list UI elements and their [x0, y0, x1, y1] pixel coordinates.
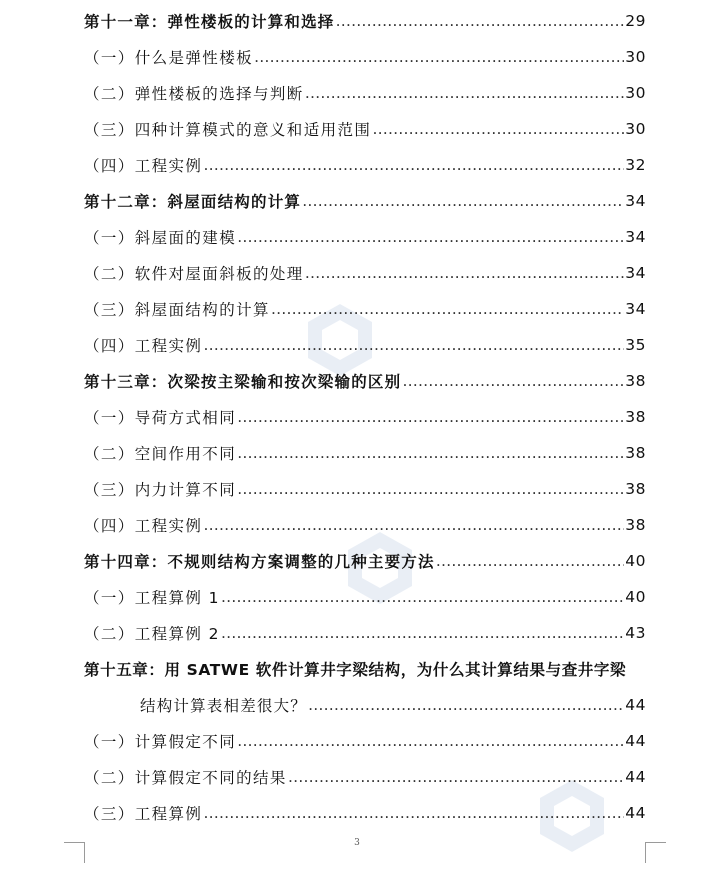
toc-entry-chapter-12[interactable]: [84, 190, 646, 212]
dot-leader: [271, 300, 624, 318]
dot-leader: [254, 48, 624, 66]
toc-entry-page: 44: [625, 768, 646, 786]
toc-entry-title: 第十五章：用 SATWE 软件计算井字梁结构，为什么其计算结果与查井字梁: [84, 661, 627, 679]
toc-entry[interactable]: [84, 730, 646, 752]
dot-leader: [203, 804, 624, 822]
toc-entry-title: （一）什么是弹性楼板: [84, 49, 254, 67]
toc-entry[interactable]: [84, 622, 646, 644]
toc-entry-page: 30: [625, 120, 646, 138]
dot-leader: [302, 192, 624, 210]
toc-entry-title: （二）计算假定不同的结果: [84, 769, 287, 787]
toc-entry-chapter-15-continued[interactable]: [140, 694, 646, 716]
toc-entry[interactable]: [84, 586, 646, 608]
toc-entry[interactable]: [84, 514, 646, 536]
toc-entry[interactable]: [84, 262, 646, 284]
toc-entry-page: 38: [625, 516, 646, 534]
toc-entry-title: （三）斜屋面结构的计算: [84, 301, 270, 319]
toc-entry-title: （三）工程算例: [84, 805, 203, 823]
toc-entry-title: （二）空间作用不同: [84, 445, 237, 463]
toc-entry-page: 43: [625, 624, 646, 642]
toc-entry-title: （三）内力计算不同: [84, 481, 237, 499]
toc-entry-title: （四）工程实例: [84, 337, 203, 355]
dot-leader: [203, 156, 624, 174]
toc-entry-title: 结构计算表相差很大？: [140, 697, 308, 715]
dot-leader: [237, 408, 624, 426]
toc-entry-page: 38: [625, 408, 646, 426]
toc-entry-title: （一）导荷方式相同: [84, 409, 237, 427]
toc-entry-chapter-15[interactable]: [84, 658, 646, 680]
toc-entry-page: 44: [625, 696, 646, 714]
dot-leader: [221, 588, 624, 606]
toc-entry[interactable]: [84, 46, 646, 68]
toc-entry-page: 34: [625, 228, 646, 246]
toc-entry-title: （二）弹性楼板的选择与判断: [84, 85, 304, 103]
toc-entry[interactable]: [84, 298, 646, 320]
dot-leader: [221, 624, 624, 642]
toc-entry-page: 30: [625, 84, 646, 102]
dot-leader: [237, 228, 624, 246]
toc-entry-page: 30: [625, 48, 646, 66]
toc-entry-page: 38: [625, 444, 646, 462]
dot-leader: [372, 120, 624, 138]
toc-entry-chapter-13[interactable]: [84, 370, 646, 392]
dot-leader: [288, 768, 624, 786]
toc-entry-page: 35: [625, 336, 646, 354]
toc-entry[interactable]: [84, 118, 646, 140]
dot-leader: [203, 336, 624, 354]
page-number: 3: [354, 838, 360, 848]
dot-leader: [237, 480, 624, 498]
toc-entry-title: （一）计算假定不同: [84, 733, 237, 751]
toc-entry-title: （一）斜屋面的建模: [84, 229, 237, 247]
toc-entry-title: （二）软件对屋面斜板的处理: [84, 265, 304, 283]
toc-entry[interactable]: [84, 478, 646, 500]
toc-entry-page: 40: [625, 552, 646, 570]
dot-leader: [305, 84, 625, 102]
dot-leader: [336, 12, 625, 30]
toc-entry[interactable]: [84, 406, 646, 428]
toc-entry[interactable]: [84, 802, 646, 824]
toc-entry-title: 第十一章：弹性楼板的计算和选择: [84, 13, 335, 31]
toc-entry[interactable]: [84, 766, 646, 788]
toc-entry-page: 34: [625, 300, 646, 318]
toc-entry[interactable]: [84, 442, 646, 464]
dot-leader: [203, 516, 624, 534]
toc-entry-chapter-11[interactable]: [84, 10, 646, 32]
toc-entry-page: 32: [625, 156, 646, 174]
toc-entry-page: 40: [625, 588, 646, 606]
dot-leader: [237, 732, 624, 750]
toc-entry-title: 第十二章：斜屋面结构的计算: [84, 193, 302, 211]
toc-entry[interactable]: [84, 334, 646, 356]
toc-entry-title: （四）工程实例: [84, 157, 203, 175]
dot-leader: [308, 696, 624, 714]
toc-entry[interactable]: [84, 82, 646, 104]
toc-entry-page: 29: [625, 12, 646, 30]
toc-entry[interactable]: [84, 154, 646, 176]
toc-entry-title: （三）四种计算模式的意义和适用范围: [84, 121, 372, 139]
toc-entry-title: （一）工程算例 1: [84, 589, 220, 607]
toc-entry-page: 38: [625, 480, 646, 498]
toc-entry-page: 38: [625, 372, 646, 390]
dot-leader: [305, 264, 625, 282]
toc-entry-chapter-14[interactable]: [84, 550, 646, 572]
toc-entry-title: （四）工程实例: [84, 517, 203, 535]
toc-entry-page: 44: [625, 732, 646, 750]
toc-entry-page: 44: [625, 804, 646, 822]
dot-leader: [237, 444, 624, 462]
dot-leader: [402, 372, 624, 390]
toc-entry-title: 第十四章：不规则结构方案调整的几种主要方法: [84, 553, 435, 571]
toc-entry-page: 34: [625, 264, 646, 282]
toc-entry-title: （二）工程算例 2: [84, 625, 220, 643]
toc-entry[interactable]: [84, 226, 646, 248]
toc-entry-page: 34: [625, 192, 646, 210]
dot-leader: [436, 552, 625, 570]
toc-entry-title: 第十三章：次梁按主梁输和按次梁输的区别: [84, 373, 402, 391]
